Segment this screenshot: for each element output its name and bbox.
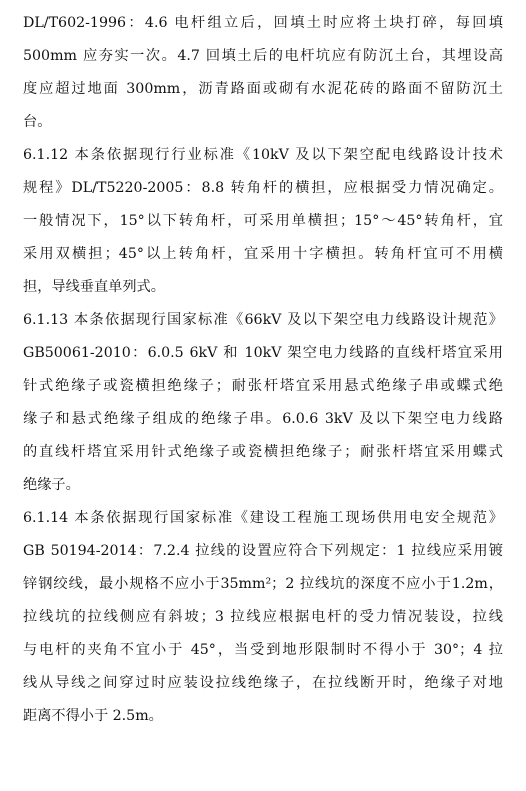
- paragraph-6-1-13-line-6: 绝缘子。: [23, 477, 80, 493]
- paragraph-6-1-14-line-5: 与电杆的夹角不宜小于 45°，当受到地形限制时不得小于 30°；4 拉: [23, 642, 503, 658]
- paragraph-1-line-3: 度应超过地面 300mm，沥青路面或砌有水泥花砖的路面不留防沉土: [23, 81, 503, 97]
- paragraph-1-line-4: 台。: [23, 114, 52, 130]
- paragraph-6-1-12-line-3: 一般情况下，15°以下转角杆，可采用单横担；15°～45°转角杆，宜: [23, 213, 503, 229]
- paragraph-6-1-14-line-2: GB 50194-2014：7.2.4 拉线的设置应符合下列规定：1 拉线应采用镀: [23, 543, 503, 559]
- paragraph-6-1-13-line-5: 的直线杆塔宜采用针式绝缘子或瓷横担绝缘子；耐张杆塔宜采用蝶式: [23, 444, 503, 460]
- paragraph-1-line-1: DL/T602-1996：4.6 电杆组立后，回填土时应将土块打碎，每回填: [23, 15, 503, 31]
- paragraph-6-1-14-line-6: 线从导线之间穿过时应装设拉线绝缘子，在拉线断开时，绝缘子对地: [23, 675, 503, 691]
- paragraph-6-1-13-line-2: GB50061-2010：6.0.5 6kV 和 10kV 架空电力线路的直线杆塔宜采用: [23, 345, 503, 361]
- paragraph-6-1-13-line-1: 6.1.13 本条依据现行国家标准《66kV 及以下架空电力线路设计规范》: [23, 312, 503, 328]
- paragraph-6-1-12-line-5: 担，导线垂直单列式。: [23, 279, 165, 295]
- paragraph-6-1-12-line-2: 规程》DL/T5220-2005：8.8 转角杆的横担，应根据受力情况确定。: [23, 180, 503, 196]
- paragraph-6-1-14-line-7: 距离不得小于 2.5m。: [23, 708, 163, 724]
- paragraph-6-1-13-line-3: 针式绝缘子或瓷横担绝缘子；耐张杆塔宜采用悬式绝缘子串或蝶式绝: [23, 378, 503, 394]
- paragraph-6-1-12-line-1: 6.1.12 本条依据现行行业标准《10kV 及以下架空配电线路设计技术: [23, 147, 503, 163]
- paragraph-6-1-14-line-3: 锌钢绞线，最小规格不应小于35mm²；2 拉线坑的深度不应小于1.2m，: [23, 576, 503, 592]
- paragraph-1-line-2: 500mm 应夯实一次。4.7 回填土后的电杆坑应有防沉土台，其埋设高: [23, 48, 503, 64]
- paragraph-6-1-13-line-4: 缘子和悬式绝缘子组成的绝缘子串。6.0.6 3kV 及以下架空电力线路: [23, 411, 503, 427]
- paragraph-6-1-14-line-4: 拉线坑的拉线侧应有斜坡；3 拉线应根据电杆的受力情况装设，拉线: [23, 609, 503, 625]
- paragraph-6-1-14-line-1: 6.1.14 本条依据现行国家标准《建设工程施工现场供用电安全规范》: [23, 510, 503, 526]
- paragraph-6-1-12-line-4: 采用双横担；45°以上转角杆，宜采用十字横担。转角杆宜可不用横: [23, 246, 503, 262]
